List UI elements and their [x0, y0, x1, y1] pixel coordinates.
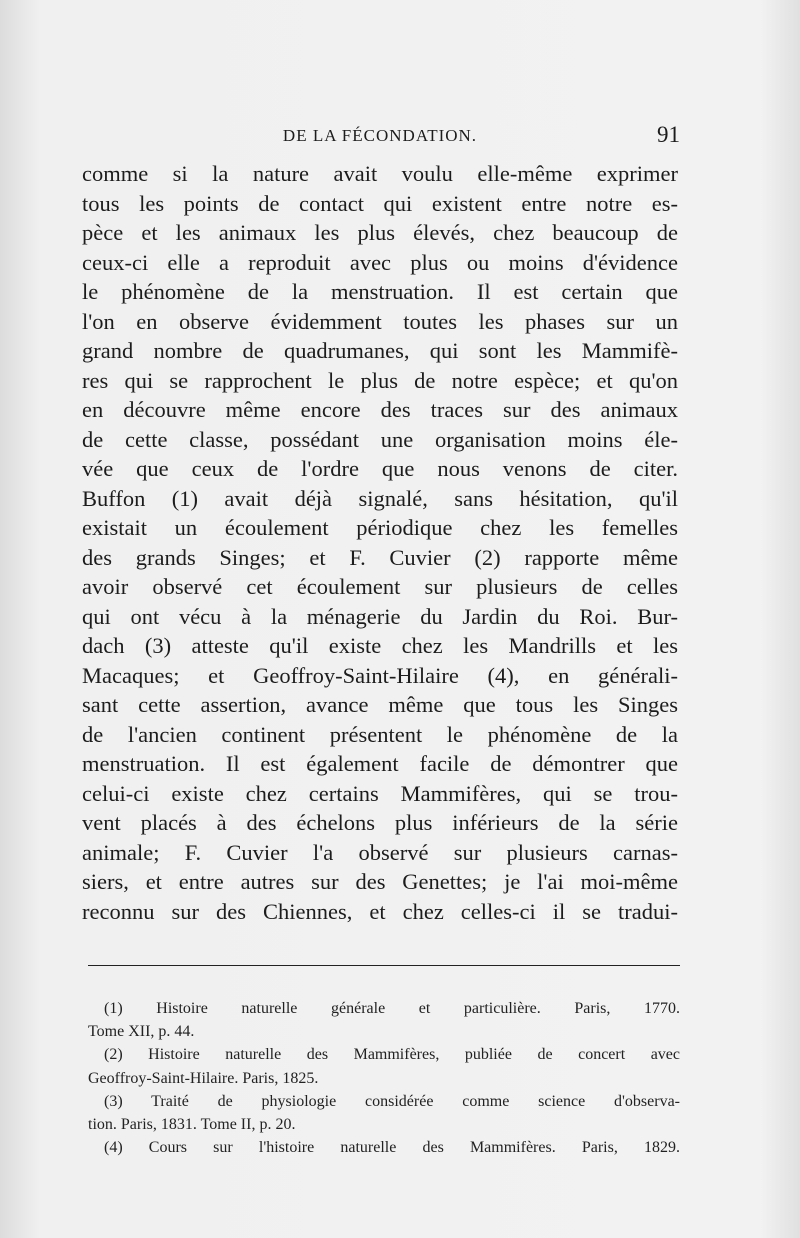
footnotes	[88, 997, 680, 1159]
text-line: vent placés à des échelons plus inférieurs de la série	[82, 810, 678, 835]
footnote-line: Tome XII, p. 44.	[88, 1023, 195, 1041]
text-line: sant cette assertion, avance même que tous les Singes	[82, 692, 678, 717]
footnote-line: (4) Cours sur l'histoire naturelle des Mammifères. Paris, 1829.	[104, 1139, 680, 1157]
text-line: Macaques; et Geoffroy-Saint-Hilaire (4), en générali-	[82, 662, 678, 688]
text-line: avoir observé cet écoulement sur plusieurs de celles	[82, 574, 678, 599]
footnote-line: Geoffroy-Saint-Hilaire. Paris, 1825.	[88, 1069, 319, 1087]
text-line: Buffon (1) avait déjà signalé, sans hésitation, qu'il	[82, 485, 678, 511]
footnote-line: (2) Histoire naturelle des Mammifères, publiée de concert avec	[104, 1046, 680, 1064]
text-line: animale; F. Cuvier l'a observé sur plusieurs carnas-	[82, 839, 678, 865]
text-line: grand nombre de quadrumanes, qui sont les Mammifè-	[82, 338, 678, 363]
text-line: tous les points de contact qui existent entre notre es-	[82, 190, 678, 216]
text-line: menstruation. Il est également facile de démontrer que	[82, 751, 678, 776]
footnote-rule	[88, 965, 680, 966]
body-text	[82, 159, 678, 926]
running-head: DE LA FÉCONDATION.	[282, 126, 478, 145]
text-line: le phénomène de la menstruation. Il est certain que	[82, 279, 678, 304]
text-line: l'on en observe évidemment toutes les phases sur un	[82, 308, 678, 334]
text-line: des grands Singes; et F. Cuvier (2) rapporte même	[82, 544, 678, 570]
text-line: de l'ancien continent présentent le phénomène de la	[82, 721, 678, 747]
text-line: celui-ci existe chez certains Mammifères, qui se trou-	[82, 780, 678, 806]
footnote-line: (3) Traité de physiologie considérée comme science d'observa-	[104, 1092, 680, 1110]
text-line: dach (3) atteste qu'il existe chez les Mandrills et les	[82, 633, 678, 658]
footnote-line: tion. Paris, 1831. Tome II, p. 20.	[88, 1115, 296, 1133]
page-header	[80, 122, 680, 152]
text-line: reconnu sur des Chiennes, et chez celles-ci il se tradui-	[82, 898, 678, 924]
text-line: pèce et les animaux les plus élevés, chez beaucoup de	[82, 220, 678, 245]
page-number: 91	[657, 122, 680, 147]
text-line: existait un écoulement périodique chez les femelles	[82, 515, 678, 540]
text-line: de cette classe, possédant une organisation moins éle-	[82, 426, 678, 452]
footnote-line: (1) Histoire naturelle générale et particulière. Paris, 1770.	[104, 1000, 680, 1017]
text-line: res qui se rapprochent le plus de notre espèce; et qu'on	[82, 367, 678, 393]
text-line: qui ont vécu à la ménagerie du Jardin du Roi. Bur-	[82, 603, 678, 629]
text-line: vée que ceux de l'ordre que nous venons de citer.	[82, 456, 678, 481]
text-line: ceux-ci elle a reproduit avec plus ou moins d'évidence	[82, 249, 678, 275]
text-line: siers, et entre autres sur des Genettes; je l'ai moi-même	[82, 869, 678, 894]
text-line: comme si la nature avait voulu elle-même exprimer	[82, 161, 678, 186]
text-line: en découvre même encore des traces sur des animaux	[82, 397, 678, 422]
